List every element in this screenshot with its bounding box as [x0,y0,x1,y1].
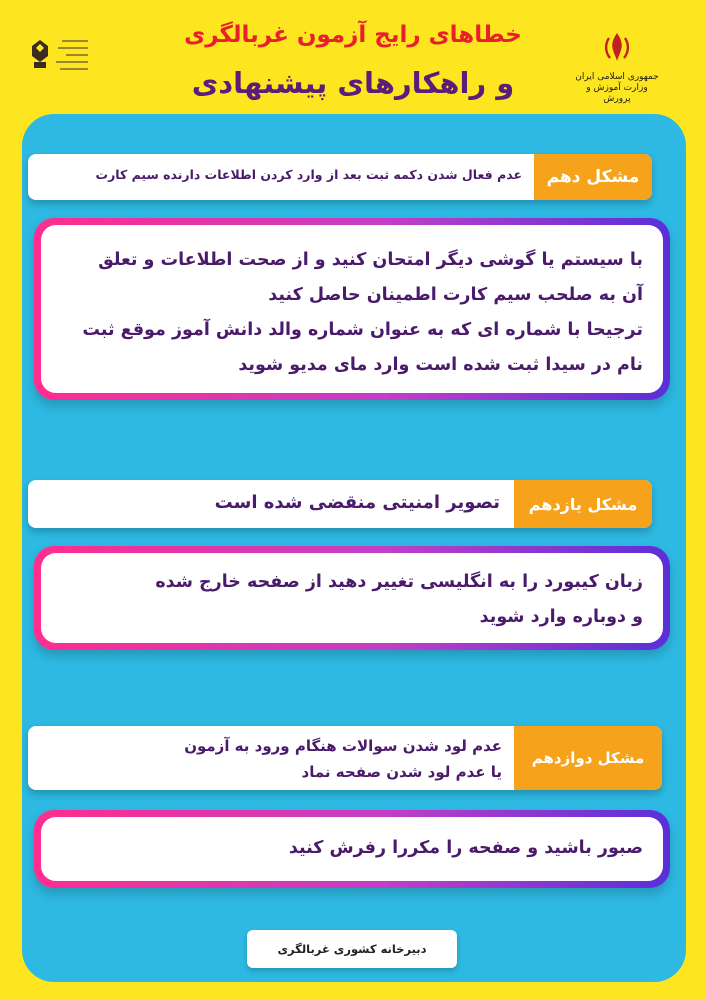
problem-description [38,733,502,785]
solution-inner [41,553,663,643]
solution-line: صبور باشید و صفحه را مکررا رفرش کنید [288,838,643,858]
page-title-line2: و راهکارهای پیشنهادی [191,66,515,100]
iran-emblem-icon [600,30,634,64]
solution-text [53,243,643,383]
solution-line: با سیستم یا گوشی دیگر امتحان کنید و از صحت اطلاعات و تعلق [98,250,643,270]
ministry-logo-line2: وزارت آموزش و پرورش [586,83,648,104]
problem-description: تصویر امنیتی منقضی شده است [214,492,500,513]
header [0,0,706,112]
solution-inner [41,817,663,881]
solution-line: ترجیحا با شماره ای که به عنوان شماره والد دانش آموز موقع ثبت [82,320,643,340]
solution-text [53,565,643,635]
problem-card-11 [28,480,652,528]
ministry-logo [572,30,662,105]
solution-card-12 [34,810,670,888]
problem-card-12 [28,726,662,790]
problem-tag: مشکل دهم [534,154,652,200]
problem-description-line: عدم لود شدن سوالات هنگام ورود به آزمون [184,737,502,755]
page-title-line1: خطاهای رایج آزمون غربالگری [184,22,522,48]
solution-card-10 [34,218,670,400]
solution-line: زبان کیبورد را به انگلیسی تغییر دهید از صفحه خارج شده [155,572,643,592]
problem-description: عدم فعال شدن دکمه ثبت بعد از وارد کردن اطلاعات دارنده سیم کارت [95,167,522,182]
footer-label: دبیرخانه کشوری غربالگری [247,930,457,968]
problem-card-10 [28,154,652,200]
problem-tag: مشکل دوازدهم [514,726,662,790]
ministry-logo-line1: جمهوری اسلامی ایران [575,72,659,82]
problem-tag: مشکل یازدهم [514,480,652,528]
solution-text [53,831,643,866]
solution-line: آن به صلحب سیم کارت اطمینان حاصل کنید [268,285,643,305]
solution-line: و دوباره وارد شوید [479,607,643,627]
problem-description-line: یا عدم لود شدن صفحه نماد [301,763,502,781]
solution-card-11 [34,546,670,650]
solution-inner [41,225,663,393]
solution-line: نام در سیدا ثبت شده است وارد مای مدیو شوید [238,355,643,375]
